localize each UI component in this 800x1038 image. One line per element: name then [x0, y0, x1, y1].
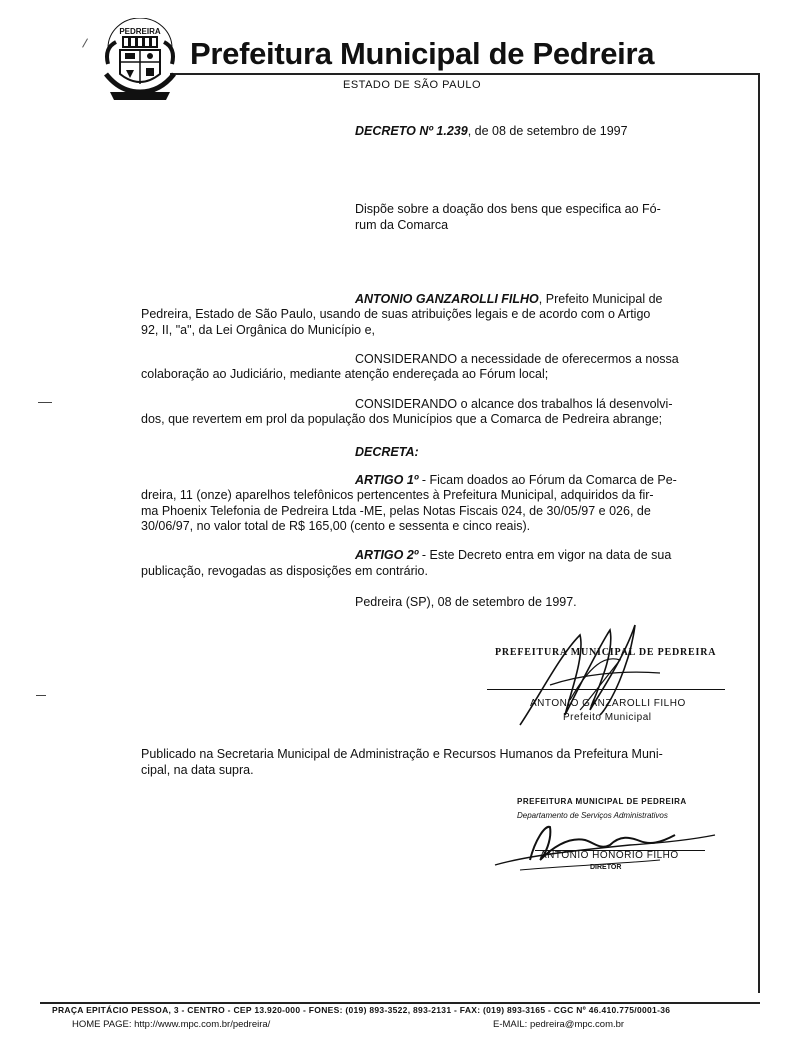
footer-email[interactable]: E-MAIL: pedreira@mpc.com.br	[493, 1019, 625, 1030]
mayor-signature-role: Prefeito Municipal	[563, 712, 652, 723]
footer-rule	[40, 1002, 760, 1004]
article-2-line2: publicação, revogadas as disposições em contrário.	[141, 564, 428, 578]
decree-number: DECRETO Nº 1.239	[355, 124, 468, 138]
scan-mark	[38, 402, 52, 403]
article-2-line1	[355, 548, 671, 564]
decree-date: , de 08 de setembro de 1997	[467, 124, 628, 138]
article-line: ma Phoenix Telefonia de Pedreira Ltda -ME, pelas Notas Fiscais 024, de 30/05/97 e 026, de	[141, 503, 651, 518]
director-signature-name: ANTONIO HONORIO FILHO	[540, 850, 679, 861]
paragraph-text: , Prefeito Municipal de	[538, 292, 663, 306]
department-stamp-line1: PREFEITURA MUNICIPAL DE PEDREIRA	[517, 797, 687, 806]
director-signature-role: DIRETOR	[590, 864, 622, 871]
right-border-rule	[758, 73, 760, 993]
decreta-heading: DECRETA:	[355, 445, 419, 459]
decree-summary	[355, 202, 698, 233]
scan-mark	[36, 695, 46, 696]
publication-note	[141, 747, 698, 778]
paragraph-line: 92, II, "a", da Lei Orgânica do Município e,	[141, 322, 376, 337]
publication-line: Publicado na Secretaria Municipal de Administração e Recursos Humanos da Prefeitura Muni-	[141, 747, 663, 761]
considerando-2-line1: CONSIDERANDO o alcance dos trabalhos lá desenvolvi-	[355, 397, 673, 411]
article-text: - Este Decreto entra em vigor na data de sua	[418, 548, 672, 562]
paragraph-mayor	[141, 307, 698, 338]
paragraph-mayor-line1	[355, 292, 662, 308]
state-subtitle: ESTADO DE SÃO PAULO	[343, 79, 482, 91]
mayor-signature-line	[487, 689, 725, 690]
article-2-label: ARTIGO 2º	[355, 548, 419, 562]
place-date: Pedreira (SP), 08 de setembro de 1997.	[355, 595, 577, 609]
article-line: dreira, 11 (onze) aparelhos telefônicos pertencentes à Prefeitura Municipal, adquiridos da fir-	[141, 488, 654, 502]
header-rule	[170, 73, 760, 75]
footer-homepage[interactable]: HOME PAGE: http://www.mpc.com.br/pedreira/	[72, 1019, 271, 1030]
mayor-signature-name: ANTONIO GANZAROLLI FILHO	[530, 698, 686, 709]
considerando-1-line1: CONSIDERANDO a necessidade de oferecermos a nossa	[355, 352, 679, 366]
mayor-name: ANTONIO GANZAROLLI FILHO	[355, 292, 539, 306]
summary-line: rum da Comarca	[355, 217, 449, 232]
scan-mark	[82, 38, 95, 51]
article-line: 30/06/97, no valor total de R$ 165,00 (cento e sessenta e cinco reais).	[141, 519, 531, 533]
article-1-label: ARTIGO 1º	[355, 473, 419, 487]
summary-line: Dispõe sobre a doação dos bens que especifica ao Fó-	[355, 202, 661, 216]
considerando-2-line2: dos, que revertem em prol da população dos Municípios que a Comarca de Pedreira abrange;	[141, 412, 663, 426]
footer-address: PRAÇA EPITÁCIO PESSOA, 3 - CENTRO - CEP 13.920-000 - FONES: (019) 893-3522, 893-2131 - FAX: (019) 893-3165 - CGC Nº 46.410.775/0001-36	[52, 1005, 671, 1015]
publication-line: cipal, na data supra.	[141, 762, 254, 777]
considerando-1-line2: colaboração ao Judiciário, mediante atenção endereçada ao Fórum local;	[141, 367, 549, 381]
svg-text:PEDREIRA: PEDREIRA	[119, 27, 161, 36]
department-stamp-line2: Departamento de Serviços Administrativos	[517, 811, 668, 820]
mayor-stamp: PREFEITURA MUNICIPAL DE PEDREIRA	[495, 647, 717, 658]
article-1-body	[141, 488, 698, 535]
article-1-line1	[355, 473, 677, 489]
organization-title: Prefeitura Municipal de Pedreira	[190, 36, 655, 71]
paragraph-line: Pedreira, Estado de São Paulo, usando de suas atribuições legais e de acordo com o Artigo	[141, 307, 651, 321]
municipal-crest-logo	[100, 18, 180, 104]
article-text: - Ficam doados ao Fórum da Comarca de Pe-	[418, 473, 677, 487]
decree-heading	[355, 124, 628, 140]
